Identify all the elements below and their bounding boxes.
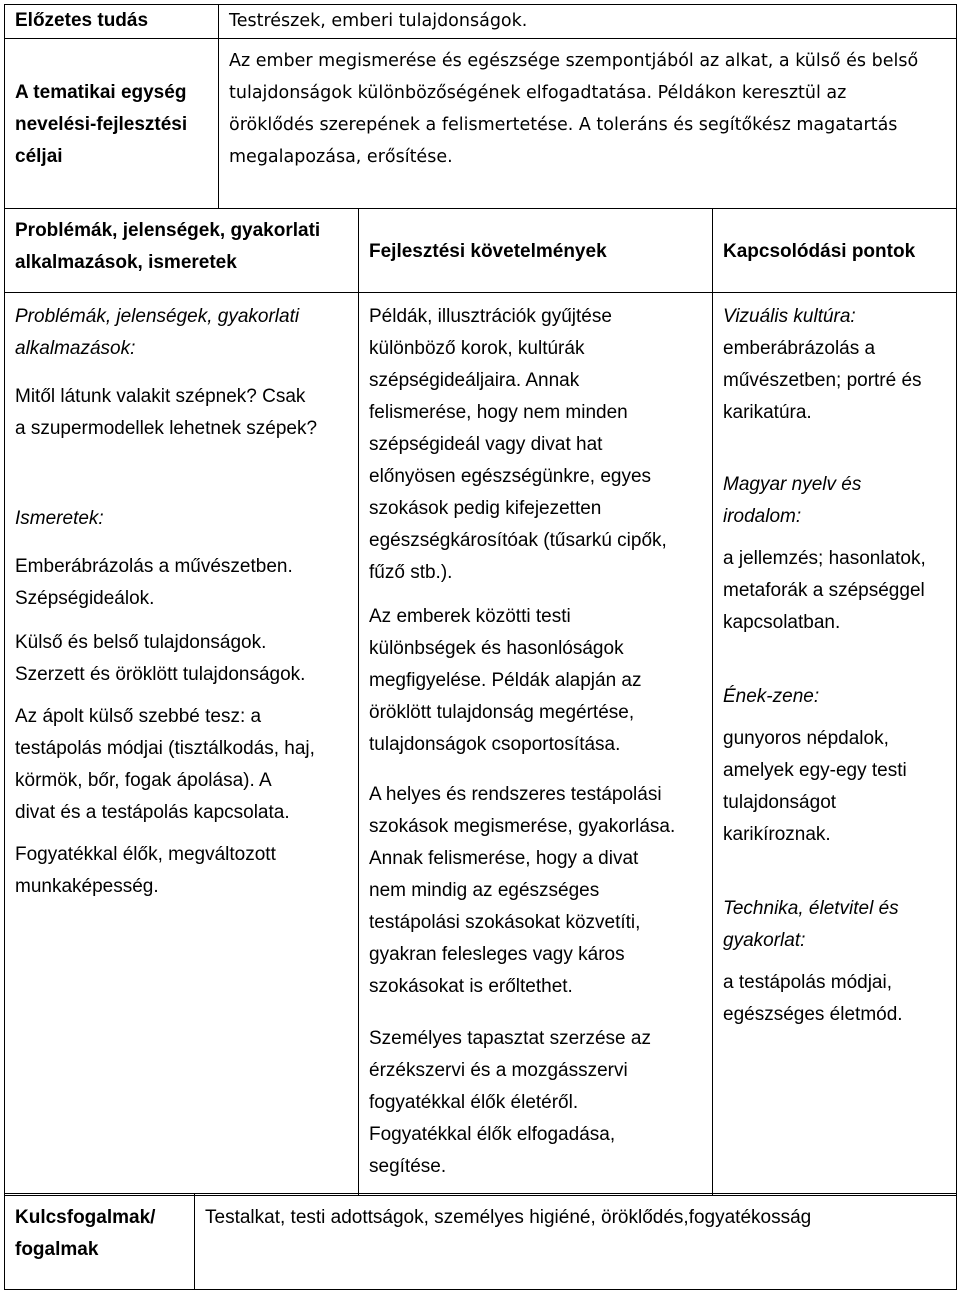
content-col2	[359, 293, 713, 1196]
keywords-label: Kulcsfogalmak/ fogalmak	[5, 1194, 195, 1290]
knowledge-title: Ismeretek:	[15, 508, 104, 529]
technology-text: a testápolás módjai, egészséges életmód.	[723, 972, 903, 1025]
language-title: Magyar nyelv és irodalom:	[723, 474, 862, 527]
curriculum-table	[4, 4, 957, 1196]
goals-label: A tematikai egység nevelési-fejlesztési céljai	[5, 39, 219, 209]
prior-knowledge-label: Előzetes tudás	[5, 5, 219, 39]
visual-culture-text: emberábrázolás a művészetben; portré és karikatúra.	[723, 338, 922, 423]
content-row	[5, 293, 957, 1196]
requirements-p2: Az emberek közötti testi különbségek és hasonlóságok megfigyelése. Példák alapján az öröklött tulajdonság megértése, tulajdonságok csoportosítása.	[369, 606, 642, 755]
goals-row	[5, 39, 957, 209]
knowledge-p3: Az ápolt külső szebbé tesz: a testápolás módjai (tisztálkodás, haj, körmök, bőr, fogak ápolása). A divat és a testápolás kapcsolata.	[15, 706, 315, 823]
music-title: Ének-zene:	[723, 686, 820, 707]
requirements-p1: Példák, illusztrációk gyűjtése különböző korok, kultúrák szépségideáljaira. Annak felismerése, hogy nem minden szépségideál vagy divat hat előnyösen egészségünkre, egyes szokások pedig kifejezetten egészségkárosítóak (tűsarkú cipők, fűző stb.).	[369, 306, 667, 583]
goals-text: Az ember megismerése és egészsége szempontjából az alkat, a külső és belső tulajdonságok különbözőségének elfogadtatása. Példákon keresztül az öröklődés szerepének a felismertetése. A toleráns és segítőkész magatartás megalapozása, erősítése.	[219, 39, 957, 209]
knowledge-p2: Külső és belső tulajdonságok. Szerzett és öröklött tulajdonságok.	[15, 632, 306, 685]
problems-text: Mitől látunk valakit szépnek? Csak a szupermodellek lehetnek szépek?	[15, 386, 318, 439]
header-row	[5, 209, 957, 293]
requirements-p3: A helyes és rendszeres testápolási szokások megismerése, gyakorlása. Annak felismerése, hogy a divat nem mindig az egészséges testápolási szokásokat közvetíti, gyakran felesleges vagy káros szokásokat is erőltethet.	[369, 784, 676, 997]
content-col1	[5, 293, 359, 1196]
header-col1: Problémák, jelenségek, gyakorlati alkalmazások, ismeretek	[5, 209, 359, 293]
header-col2: Fejlesztési követelmények	[359, 209, 713, 293]
prior-knowledge-value: Testrészek, emberi tulajdonságok.	[219, 5, 957, 39]
content-col3	[713, 293, 957, 1196]
header-col3: Kapcsolódási pontok	[713, 209, 957, 293]
prior-knowledge-row	[5, 5, 957, 39]
keywords-value: Testalkat, testi adottságok, személyes higiéné, öröklődés,fogyatékosság	[195, 1194, 957, 1290]
keywords-table	[4, 1193, 957, 1290]
knowledge-p4: Fogyatékkal élők, megváltozott munkaképesség.	[15, 844, 276, 897]
keywords-row	[5, 1194, 957, 1290]
language-text: a jellemzés; hasonlatok, metaforák a szépséggel kapcsolatban.	[723, 548, 926, 633]
music-text: gunyoros népdalok, amelyek egy-egy testi tulajdonságot karikíroznak.	[723, 728, 907, 845]
problems-title: Problémák, jelenségek, gyakorlati alkalmazások:	[15, 306, 300, 359]
technology-title: Technika, életvitel és gyakorlat:	[723, 898, 899, 951]
requirements-p4: Személyes tapasztat szerzése az érzékszervi és a mozgásszervi fogyatékkal élők életéről. Fogyatékkal élők elfogadása, segítése.	[369, 1028, 651, 1177]
knowledge-p1: Emberábrázolás a művészetben. Szépségideálok.	[15, 556, 293, 609]
visual-culture-title: Vizuális kultúra:	[723, 306, 856, 327]
